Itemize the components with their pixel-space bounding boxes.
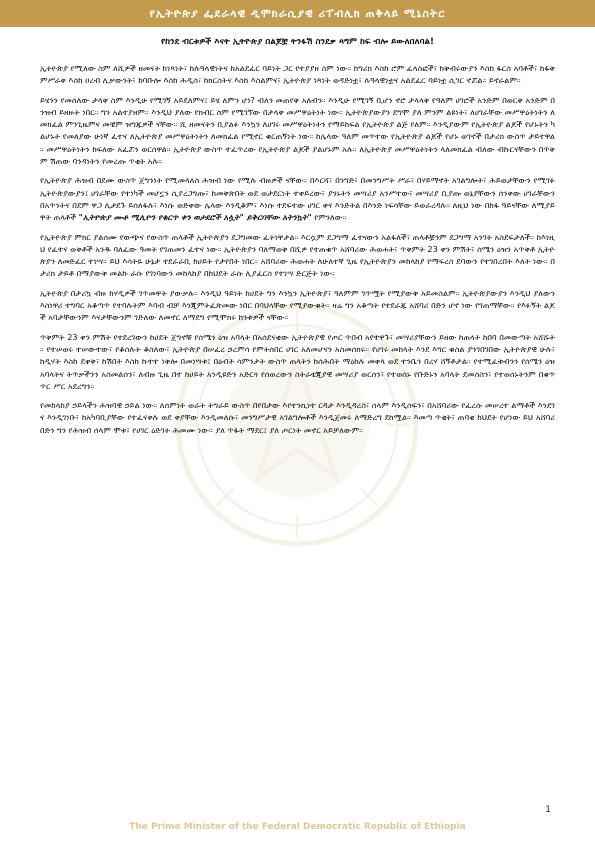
paragraph-6: ጥቅምት 23 ቀን ምሽት የተደረገውን ከሀደት ጀግኖቹ የሰሜን ዕዝ አባላት በአሰደናቂው ኢትዮጵያዊ የጦር ጥበብ አየተዋጉ፣ መሣሪያቸውን ይዘው ከጠላት ከበባ በመውጣት አሸሹት። የተሠወሩ ተሠውተው፣ የቆሰሉት ቆስለው፣ ኢትዮጵያ በሠፈረ ኃረምሳ የምትሰበር ሀገር አለመሆናን አስመሰክሩ። የሀገሩ መከላት እንደ እግር ቁስል ያንገበገበው ኢትዮጵያዊ ሁሉ፣ ከዲሃት እስከ ደቀቅ፣ ከሽበት እስከ ኩተተ ነቅሎ በመነሣቱ፤ በዕብት ሳምንታት ውስጥ ጠላትን ከሰሕበት ማዕከሉ መቀላ ወደ ተንቤን በረሃ ሸኝቶታል። የተሚፈቱብንን የሰሜን ዕዝ አባላትና ትጥቃችንን አስመልሰን፣ ለብዙ ጊዜ በተ ከሀይት አንዲዩድን አድርጎ የሰወረውን ስትራቴጂያዊ መሣሪያ ወርሰን፣ የተወሰኑ የቡድኑን አባላት ደመስስን፣ የተወሰኑትንም በቁጥጥር ሥር አደረግን። — [40, 331, 555, 391]
document-body — [40, 62, 555, 762]
page-number: 1 — [545, 805, 551, 815]
paragraph-4: የኢትዮጵያ ምክር ያልሰሙ የውጭና የውስጥ ጠላቶች ኢትዮጵያን ደጋግመው ፈትነዋታል። እርሷም ደጋግማ ፈተናውን አልፋለች፣ ጠላቶቿንም ደጋግማ አንገት አስደፍታለች። ከእነዚህ የፈተና ወቅቶች አንዱ ባለፈው ዓመት የገጠመን ፈተና ነው። ኢትዮጵያን ባለማወቅ በሺዎ የተጠቁጥ አሸባሪው ሕወሐት፣ ጥቅምት 23 ቀን ምሽት፣ ሰሜን ዕዝን አጥቅቶ ኢትዮጵያን ለመድፈር ተነሣ። ይህ እሳትዬ ሁኔታ ተደራራቢ ከሀይት የታየበት ነበር። አሸባሪው ሕወሐት ለሁለተኛ ጊዜ የኢትዮጵያን መከላከያ የማፍረስ ደባውን የተገበረበት እለት ነው። በታሪክ ታይቶ በማያውቅ መልኩ ራሱ የገነባውን መከላከያ በከህደት ራሱ ሊያፈርስ የተነሣ ድርጅት ነው። — [40, 231, 555, 279]
paragraph-3-text: የኢትዮጵያ ሕዝብ በደሙ ውስጥ ጀግንነት የሚመላለስ ሕዝብ ነው የሚሉ ብዙዎች ናቸው። በእርሻ፣ በንግድ፣ በመንግሥት ሥራ፣ በሃይማኖት አገልግሎት፣ ሕይወታቸውን የሚገፉ ኢትዮጵያውያን፤ ሀገራቸው የተነካች መሆኗን ሲያረጋግጡ፣ ከመቅጽበት ወደ ወታደርነት ተቀይረው፣ ያንኑትን መሣሪያ አንሥተው፣ መሣሪያ ቢያጡ ወኔያቸውን ሰንቀው ሀገራቸውን በአጥንትና በደም ዋጋ ሊታደጉ ይሰለፋሉ፣ እነሱ ወድቀው ሌላው እንዲቆም፣ እነሱ ተደፍተው ሀገር ቀና እንድትል በእንድ ነፍሳቸው ይወራረዳሉ። ለዚህ ነው በከፋ ዓይናቸው ለሚያይዋት ጠላቶች — [40, 175, 555, 223]
footer-text: The Prime Minister of the Federal Democratic Republic of Ethiopia — [129, 822, 466, 832]
header-banner: የኢትዮጵያ ፌደራላዊ ዲሞክራሲያዊ ሪፐብሊክ ጠቅላይ ሚኒስትር — [0, 0, 595, 27]
paragraph-2: ይሄንን የመሰለው ታላቅ ስም እንዲሁ የሚገኝ አይደለምና፤ ይሄ ለምን ሆነ? ብለን መጠየቅ አለብን። እንዲሁ የሚገኝ ቢሆን ኖሮ ታላላቅ የዓለም ሀገሮች አንድም በወርቅ አንድም በንዝብ ይዘዙት ነበር። ግን አልተያዘም። እንዲህ ያለው የክብር ስም የሚገኘው በታላቅ መሥዋዕትነት ነው። ኢትዮጵያውያን ደግሞ ያለ ምንም ልዩነት፣ ለሀገራቸው መሥዋዕትነትን ለመክፈል ምንጊዜምና መቼም ዝግጁዎች ናቸው። ሺ ዘመናትን ቢያልፉ እንኳን ለሀገሩ መሥዋዕትነትን የማይከፍል የኢትዮጵያ ልጅ የለም። እንዲያውም የኢትዮጵያ ልጆች የሆኑትን ካልሆኑት የመለያው ሁነኛ ፈተና ለኢትዮጵያ መሥዋዕትነትን ለመክፈል የሚኖር ቁርጠኝነት ነው። ከሌላው ዓለም መጥተው የኢትዮጵያ ልጆች የሆኑ ወገኖች በታሪክ ውስጥ ታይተዋል። መሥዋዕትነትን ከፍለው አፈሯን ወርሰዋል። ኢትዮጵያ ውስጥ ተፈጥረው የኢትዮጵያ ልጆች ያልሆኑም አሉ። ለኢትዮጵያ መሥዋዕትነትን ላለመክፈል ብለው ብኩርናቸውን በጥቅም ሽጠው ባንዳነትን የመረጡ ጥቂት አሉ። — [40, 94, 555, 167]
paragraph-3 — [40, 174, 555, 223]
paragraph-1: ኢትዮጵያ የሚለው ስም ለሺዎች ዘመናት ከነጻነት፣ ከሉዓላዊነትና ከአልደፈር ባይነት ጋር የተያያዘ ስም ነው። ከግሪክ እስከ ሮም ፈላስፎች፣ ከቅብሩውያን እስከ ፋርስ አባቶች፣ ከፋቅ ምሥራቅ እስከ ዐረብ ሊቃውንት፣ ከባቡሎ እስከ ሕዲስ፣ ከክርስትና እስከ እስልምና፣ ኢትዮጵያ ነጻነት ወዳድነቷ፣ ሉዓላዊነቷና አልደፈር ባይነቷ ሲገር ኖሯል። ይኖራልም። — [40, 63, 555, 86]
paragraph-3-ending: የምንለው። — [311, 212, 347, 223]
paragraph-7: የመከላከያ ኃይላችን ሕዝባዊ ኃይል ነው። ለሰምነት ወራት ትግራይ ውስጥ በየበታው እየተንኪነተ ርዳታ እንዲዳረስ፣ ሰላም እንዲሰፍን፣ በአሸባሪው የፈረሱ መሠረተ ልማቶች እንደገና እንዲገነቡ፣ ከአካባቢያቸው የተፈናቀሉ ወደ ቀያቸው እንዲመለሱ፣ መንግሥታዊ አገልግሎቶች እንዲጀመሩ ለማድረግ ደከሟል። እመጣ ጥቂት፣ ጠባቂ ከህደት የሆነው ይህ አሸባሪ በድን ግን የሕዝብ ሰላም ሞቱ፣ የሀገር ዕድገት ሕመሙ ነው። ያለ ጥፋት ማደር፤ ያለ ጦርነት መኖር አይቻለውም። — [40, 400, 555, 435]
document-title: የከንደ ብርቱዎች እናት ኢትዮጵያ በልጆቿ ትንፋሽ ስንደቃ ጻግም ከፍ ብሎ ይውለበለባል! — [161, 37, 434, 47]
paragraph-5: ኢትዮጵያ በታሪኳ ብዙ ከሃዲዎች ገጥመዋት ያውቃሉ። እንዲህ ዓይነት ከሀደት ግን እንኳን ኢትዮጵያ፣ ዓለምም ገጥሟት የሚያውቅ አይመስልም። ኢትዮጵያውያን እንዲህ ያለውን እስነዋሪ ተግባር አቆጣጥ የተባሉትም እባብ ብቻ እንጂምትፈጽመው ነበር በባህላቸው የሚያውቁት። ዛሬ ግን አቆጣት የተደራጁ አሸባሪ በድን ሆኖ ነው የገጠማቸው። የእፉኝት ልጆች አባታቸውንም እናታቸውንም ገድለው ለመኖር ለማደግ የሚሞክሩ ከንቱዎች ናቸው። — [40, 287, 555, 323]
paragraph-3-emphasis: "ኢትዮጵያ ሙቶ ሚሊዮን የቁርጥ ቀን ወታደሮች አሏት" ይቅርባቸው አትንኳት" — [78, 212, 312, 223]
